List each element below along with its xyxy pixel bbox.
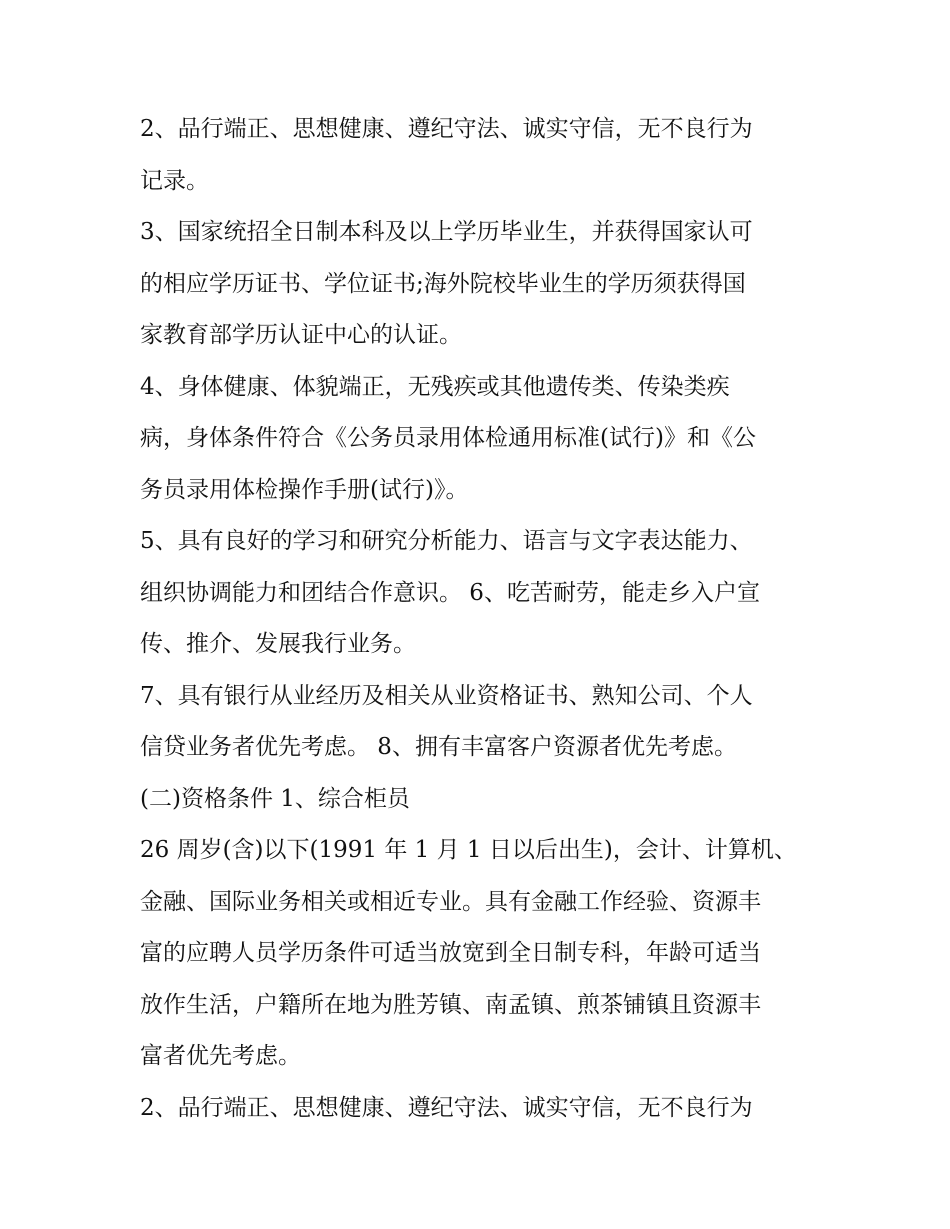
text-line: 传、推介、发展我行业务。 (140, 631, 416, 657)
text-line: 家教育部学历认证中心的认证。 (140, 322, 462, 348)
text-line: 金融、国际业务相关或相近专业。具有金融工作经验、资源丰 (140, 888, 761, 915)
text-line: (二)资格条件 1、综合柜员 (140, 785, 410, 812)
document-body (140, 104, 830, 1134)
text-line: 病，身体条件符合《公务员录用体检通用标准(试行)》和《公 (140, 425, 756, 451)
text-line: 5、具有良好的学习和研究分析能力、语言与文字表达能力、 (140, 528, 753, 554)
text-line: 2、品行端正、思想健康、遵纪守法、诚实守信，无不良行为 (140, 116, 753, 142)
text-line: 记录。 (140, 167, 209, 194)
text-line: 组织协调能力和团结合作意识。 6、吃苦耐劳，能走乡入户宣 (140, 579, 760, 606)
text-line: 务员录用体检操作手册(试行)》。 (140, 476, 469, 503)
text-line: 富的应聘人员学历条件可适当放宽到全日制专科，年龄可适当 (140, 940, 761, 966)
text-line: 4、身体健康、体貌端正，无残疾或其他遗传类、传染类疾 (140, 373, 730, 400)
text-line: 信贷业务者优先考虑。 8、拥有丰富客户资源者优先考虑。 (140, 734, 737, 760)
text-line: 26 周岁(含)以下(1991 年 1 月 1 日以后出生)，会计、计算机、 (140, 837, 797, 863)
text-line: 7、具有银行从业经历及相关从业资格证书、熟知公司、个人 (140, 682, 753, 709)
text-line: 3、国家统招全日制本科及以上学历毕业生，并获得国家认可 (140, 219, 753, 245)
text-line: 富者优先考虑。 (140, 1043, 301, 1069)
text-line: 2、品行端正、思想健康、遵纪守法、诚实守信，无不良行为 (140, 1094, 753, 1121)
text-line: 放作生活，户籍所在地为胜芳镇、南孟镇、煎茶铺镇且资源丰 (140, 991, 761, 1018)
text-line: 的相应学历证书、学位证书;海外院校毕业生的学历须获得国 (140, 270, 746, 297)
